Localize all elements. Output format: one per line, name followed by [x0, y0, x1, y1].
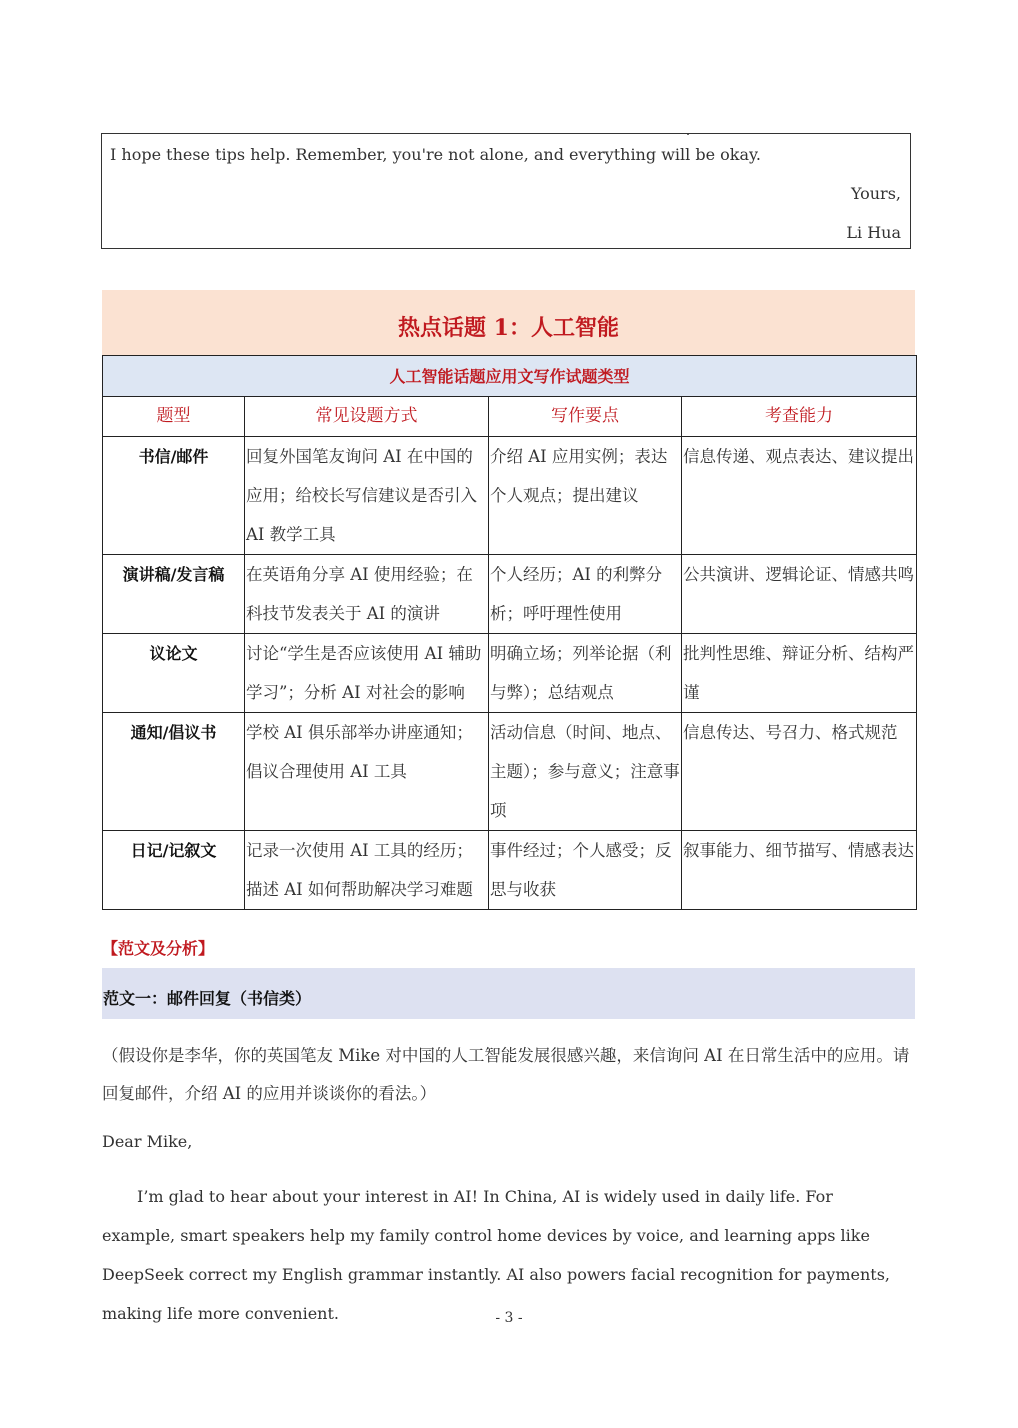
sample-subtitle: 范文一：邮件回复（书信类） [102, 968, 915, 1019]
table-row [103, 555, 917, 634]
column-header-method: 常见设题方式 [245, 397, 489, 437]
method-cell: 回复外国笔友询问 AI 在中国的应用；给校长写信建议是否引入 AI 教学工具 [245, 437, 489, 555]
method-cell: 学校 AI 俱乐部举办讲座通知；倡议合理使用 AI 工具 [245, 713, 489, 831]
ability-cell: 信息传递、观点表达、建议提出 [682, 437, 917, 555]
ability-cell: 批判性思维、辩证分析、结构严谨 [682, 634, 917, 713]
column-header-type: 题型 [103, 397, 245, 437]
method-cell: 讨论“学生是否应该使用 AI 辅助学习”；分析 AI 对社会的影响 [245, 634, 489, 713]
letter-signature: Li Hua [846, 223, 901, 242]
type-cell: 书信/邮件 [103, 437, 245, 555]
points-cell: 活动信息（时间、地点、主题）；参与意义；注意事项 [489, 713, 682, 831]
ability-cell: 叙事能力、细节描写、情感表达 [682, 831, 917, 910]
type-cell: 通知/倡议书 [103, 713, 245, 831]
type-cell: 日记/记叙文 [103, 831, 245, 910]
table-row [103, 437, 917, 555]
letter-sign-off: Yours, [850, 184, 901, 203]
letter-closing-box [101, 133, 911, 249]
ability-cell: 信息传达、号召力、格式规范 [682, 713, 917, 831]
points-cell: 明确立场；列举论据（利与弊）；总结观点 [489, 634, 682, 713]
section-tag: 【范文及分析】 [102, 939, 215, 958]
method-cell: 在英语角分享 AI 使用经验；在科技节发表关于 AI 的演讲 [245, 555, 489, 634]
letter-greeting: Dear Mike, [102, 1132, 193, 1151]
writing-prompt: （假设你是李华，你的英国笔友 Mike 对中国的人工智能发展很感兴趣，来信询问 AI 在日常生活中的应用。请回复邮件，介绍 AI 的应用并谈谈你的看法。） [102, 1046, 910, 1103]
method-cell: 记录一次使用 AI 工具的经历；描述 AI 如何帮助解决学习难题 [245, 831, 489, 910]
column-header-points: 写作要点 [489, 397, 682, 437]
page-number: - 3 - [495, 1310, 523, 1326]
table-header-row [103, 397, 917, 437]
letter-body-paragraph: I’m glad to hear about your interest in AI! In China, AI is widely used in daily life. For example, smart speakers help my family control home devices by voice, and learning apps like DeepSeek correct my English grammar instantly. AI also powers facial recognition for payments, making life more convenient. [102, 1187, 891, 1323]
table-row [103, 634, 917, 713]
type-cell: 演讲稿/发言稿 [103, 555, 245, 634]
points-cell: 介绍 AI 应用实例；表达个人观点；提出建议 [489, 437, 682, 555]
table-row [103, 713, 917, 831]
topic-banner: 热点话题 1：人工智能 [102, 290, 915, 356]
type-cell: 议论文 [103, 634, 245, 713]
table-row [103, 831, 917, 910]
column-header-ability: 考查能力 [682, 397, 917, 437]
question-types-table [102, 355, 917, 910]
table-caption-row [103, 356, 917, 397]
letter-closing-line: I hope these tips help. Remember, you're not alone, and everything will be okay. [110, 145, 761, 164]
points-cell: 个人经历；AI 的利弊分析；呼吁理性使用 [489, 555, 682, 634]
table-caption: 人工智能话题应用文写作试题类型 [103, 356, 917, 397]
ability-cell: 公共演讲、逻辑论证、情感共鸣 [682, 555, 917, 634]
points-cell: 事件经过；个人感受；反思与收获 [489, 831, 682, 910]
